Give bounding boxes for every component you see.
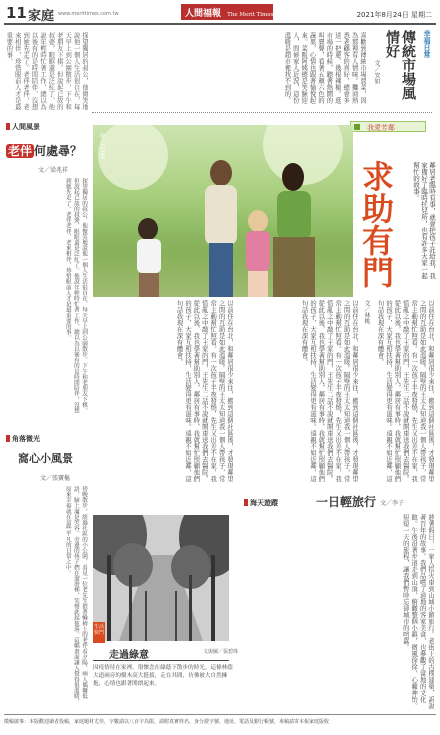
left-byline: 文／梁兆祥 (38, 167, 69, 174)
column-marker (6, 123, 10, 130)
trip-title: 一日輕旅行 (316, 495, 377, 509)
lane-byline: 文與圖／張碧珠 (203, 649, 239, 655)
main-subtitle: 鄰居老臨時有事，就會把孩子託給我，我家備好了臨時托兒所，也有許多大家一起幫忙的故事。 (412, 162, 436, 279)
lane-caption-bar (93, 641, 239, 661)
lane-caption: 因疫情待在家裡，很懷念在綠蔭下散步的時光。這條林蔭大道兩旁的樹木高大挺拔，走在其間，彷彿被大自然擁抱，心情也跟著開朗起來。 (93, 665, 233, 687)
logo-en: The Merit Times (227, 12, 274, 18)
tab-label: 我愛芳鄰 (367, 124, 395, 132)
site-url[interactable]: www.merittimes.com.tw (58, 11, 119, 17)
photo-credit: 圖／123RF (99, 133, 105, 160)
feature-title: 傳統市場風情好 (384, 30, 416, 100)
left-body-2: 傍晚散步，經過社區的小公園，看見一位老先生推著輪椅上的老伴看夕陽，兩人偶爾低語，臉上滿是笑容。旁邊的孩子們在溜滑梯，笑聲此起彼落。這幅畫面讓人覺得很溫暖，原來幸福就在這些平凡的日常之中。 (64, 486, 87, 705)
lane-photo (93, 515, 229, 641)
main-body-2: 以前住在台北，和鄰居很少來往，搬到這個社區後，才發現鄰里之間的互助是如此溫暖。隔壁的王太太知道我一個人帶孩子，常常主動幫忙照看。有一次孩子半夜發燒，先生又出差不在家，我慌亂之中敲了王家的門，王先生二話不說就開車送我們去醫院。從此以後，我也學著幫助別人，鄰居有事時，我就幫忙照顧他們的孩子，大家互相扶持，生活變得更有滋味。遠親不如近鄰，這句話我現在深有體會。 (175, 300, 233, 482)
feature-byline: 文／安如 (373, 60, 380, 84)
section-tab (350, 121, 426, 132)
header-rule (4, 23, 436, 25)
column-head-label: 人間風景 (12, 122, 40, 131)
left-body: 探望獨居的叔公，他微笑地說他一個人生活很自在，每天早上到公園散步，下午和老朋友下棋。但說起已故的叔婆，眼眶還是泛紅了。他說年輕時忙著工作，總以為以後有的是時間陪伴，沒想到她先走了。老伴老伴，老來相伴，珍惜眼前人才是最重要的事。 (64, 178, 87, 414)
main-title: 求助有門 (357, 160, 395, 288)
main-byline: 文／林桃 (363, 300, 370, 324)
newspaper-logo (181, 4, 273, 20)
section-name: 家庭 (28, 9, 55, 24)
left-byline-2: 文／張寶樞 (40, 475, 71, 482)
column-head-trip (244, 498, 278, 508)
photo-illustration (93, 125, 353, 297)
issue-date: 2021年8月24日 星期二 (356, 11, 432, 19)
left-title-2: 窩心小風景 (18, 452, 73, 465)
main-body-3: 以前住在台北，和鄰居很少來往，搬到這個社區後，才發現鄰里之間的互助是如此溫暖。隔壁的王太太知道我一個人帶孩子，常常主動幫忙照看。有一次孩子半夜發燒，先生又出差不在家，我慌亂之中敲了王家的門，王先生二話不說就開車送我們去醫院。從此以後，我也學著幫助別人，鄰居有事時，我就幫忙照顧他們的孩子，大家互相扶持，生活變得更有滋味。遠親不如近鄰，這句話我現在深有體會。 (376, 300, 434, 482)
trip-byline: 文／李子 (380, 500, 405, 507)
feature-body: 喜歡到傳統市場買菜，因為那裡有人情味。攤商熟悉老顧客的喜好，總會多送一把蔥、幾根辣椒。逛市場的時候，聽著熱鬧的叫賣聲，看著五顏六色的蔬果，心情也跟著愉悅起來。菜販阿姨總是笑臉迎人，問候家人近況，這份溫暖是超市裡找不到的。 (283, 32, 366, 104)
left-title-em: 老伴 (8, 144, 33, 158)
tab-marker (354, 124, 360, 130)
lane-tag: 生活快門 (93, 622, 105, 643)
continued-text: 探望獨居的叔公，他微笑地說他一個人生活很自在，每天早上到公園散步，下午和老朋友下棋。但說起已故的叔婆，眼眶還是泛紅了。他說年輕時忙著工作，總以為以後有的是時間陪伴，沒想到她先走了。老伴老伴，老來相伴，珍惜眼前人才是最重要的事。 (5, 32, 88, 110)
section-divider (92, 112, 432, 113)
column-head-label-2: 角落微光 (12, 434, 40, 443)
column-head-left-2 (6, 434, 40, 444)
left-title (6, 140, 82, 159)
page-number: 11 (6, 4, 27, 22)
feature-photo (93, 125, 353, 297)
logo-cn: 人間福報 (185, 9, 222, 19)
column-marker-2 (6, 435, 10, 442)
footer-notice: 徵稿啟事：本版歡迎讀者投稿，家庭題材尤佳，字數請以八百字為限，請附真實姓名、身分證字號、地址、電話及銀行帳號，來稿請寄本報家庭版收 (4, 714, 436, 728)
left-title-rest: 何處尋？ (34, 144, 83, 158)
column-head-left (6, 122, 40, 132)
tree-lane-illustration (93, 515, 229, 641)
lane-title: 走過綠意 (109, 650, 149, 661)
main-body: 以前住在台北，和鄰居很少來往，搬到這個社區後，才發現鄰里之間的互助是如此溫暖。隔壁的王太太知道我一個人帶孩子，常常主動幫忙照看。有一次孩子半夜發燒，先生又出差不在家，我慌亂之中敲了王家的門，王先生二話不說就開車送我們去醫院。從此以後，我也學著幫助別人，鄰居有事時，我就幫忙照顧他們的孩子，大家互相扶持，生活變得更有滋味。遠親不如近鄰，這句話我現在深有體會。 (300, 300, 358, 482)
trip-body: 趁著假日，一家人搭火車到山城小鎮旅行。老街上的古樸建築，訴說著百年的故事。我們品嚐了道地的客家美食，也參觀了當地的文化館。午後沿著步道走到山頂，俯瞰整個小鎮，微風徐徐，心曠神怡。短短一天的旅程，讓我們暫時忘卻城市的喧囂。 (401, 514, 434, 709)
column-marker-3 (244, 499, 248, 506)
trip-column-label: 海天遊蹤 (250, 498, 278, 507)
column-kicker: 幸福日常 (423, 30, 432, 58)
